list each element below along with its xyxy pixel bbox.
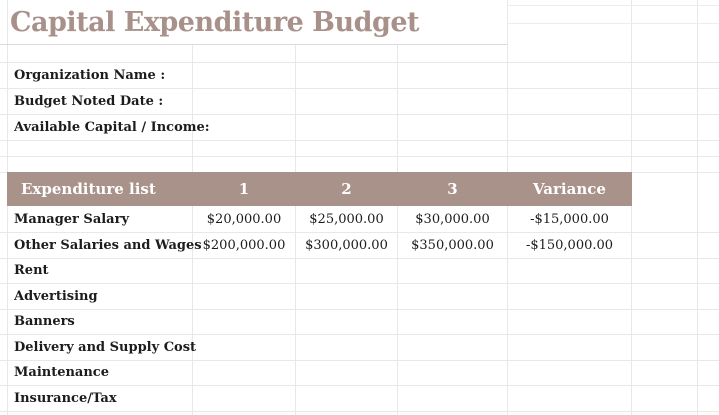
available-capital-label: Available Capital / Income: [14, 119, 210, 135]
gridline-horizontal [507, 23, 719, 24]
expense-label: Advertising [14, 288, 98, 304]
spacer-row [0, 140, 719, 157]
period-2-value-cell[interactable] [296, 360, 397, 385]
available-capital-row [0, 114, 719, 141]
title-row [0, 0, 507, 45]
table-row [0, 232, 719, 259]
period-1-value-cell[interactable] [193, 385, 295, 411]
period-2-value-cell[interactable] [296, 258, 397, 283]
expense-label: Delivery and Supply Cost [14, 339, 197, 355]
period-2-value-cell[interactable] [296, 309, 397, 334]
period-2-value-cell[interactable]: $300,000.00 [305, 237, 388, 253]
variance-value-cell[interactable] [508, 385, 631, 411]
period-3-value-cell[interactable]: $30,000.00 [415, 211, 490, 227]
period-2-value-cell[interactable] [296, 334, 397, 360]
period-1-value-cell[interactable] [193, 334, 295, 360]
table-header-band [7, 172, 632, 206]
organization-name-row [0, 62, 719, 89]
budget-date-value-cell[interactable] [193, 88, 295, 114]
budget-date-label: Budget Noted Date : [14, 93, 164, 109]
expense-label: Rent [14, 263, 49, 278]
header-column-2: 2 [341, 180, 352, 198]
spacer-row [0, 156, 719, 173]
table-row [0, 385, 719, 412]
period-2-value-cell[interactable]: $25,000.00 [309, 211, 384, 227]
period-3-value-cell[interactable] [398, 258, 507, 283]
table-row [0, 258, 719, 284]
period-1-value-cell[interactable]: $200,000.00 [202, 237, 286, 253]
variance-value-cell[interactable] [508, 309, 631, 334]
header-variance: Variance [533, 180, 606, 198]
variance-value-cell[interactable] [508, 258, 631, 283]
period-1-value-cell[interactable] [193, 309, 295, 334]
expense-label: Insurance/Tax [14, 390, 117, 406]
table-row [0, 309, 719, 335]
expense-label: Other Salaries and Wages [14, 237, 202, 253]
header-column-3: 3 [447, 180, 458, 198]
organization-name-value-cell[interactable] [193, 62, 295, 88]
variance-value-cell[interactable] [508, 360, 631, 385]
period-3-value-cell[interactable] [398, 385, 507, 411]
period-3-value-cell[interactable] [398, 334, 507, 360]
available-capital-value-cell[interactable] [193, 114, 295, 140]
gridline-horizontal [507, 5, 719, 6]
table-row [0, 283, 719, 310]
page-title: Capital Expenditure Budget [10, 6, 420, 38]
table-row [0, 206, 719, 233]
expense-label: Banners [14, 314, 75, 329]
budget-date-row [0, 88, 719, 115]
period-1-value-cell[interactable] [193, 283, 295, 309]
organization-name-label: Organization Name : [14, 67, 166, 83]
spacer-row [0, 44, 719, 63]
period-3-value-cell[interactable] [398, 309, 507, 334]
variance-value-cell[interactable]: -$150,000.00 [525, 237, 614, 253]
table-row [0, 360, 719, 386]
expense-label: Manager Salary [14, 211, 130, 227]
period-3-value-cell[interactable]: $350,000.00 [411, 237, 494, 253]
variance-value-cell[interactable] [508, 334, 631, 360]
header-expenditure-list: Expenditure list [21, 180, 156, 198]
table-header-row [0, 172, 719, 206]
variance-value-cell[interactable] [508, 283, 631, 309]
period-1-value-cell[interactable]: $20,000.00 [206, 211, 282, 227]
period-3-value-cell[interactable] [398, 283, 507, 309]
period-1-value-cell[interactable] [193, 258, 295, 283]
period-1-value-cell[interactable] [193, 360, 295, 385]
table-row [0, 334, 719, 361]
spacer-row [0, 411, 719, 415]
expense-label: Maintenance [14, 365, 109, 380]
header-column-1: 1 [238, 180, 250, 198]
period-2-value-cell[interactable] [296, 385, 397, 411]
variance-value-cell[interactable]: -$15,000.00 [530, 211, 609, 227]
period-3-value-cell[interactable] [398, 360, 507, 385]
period-2-value-cell[interactable] [296, 283, 397, 309]
